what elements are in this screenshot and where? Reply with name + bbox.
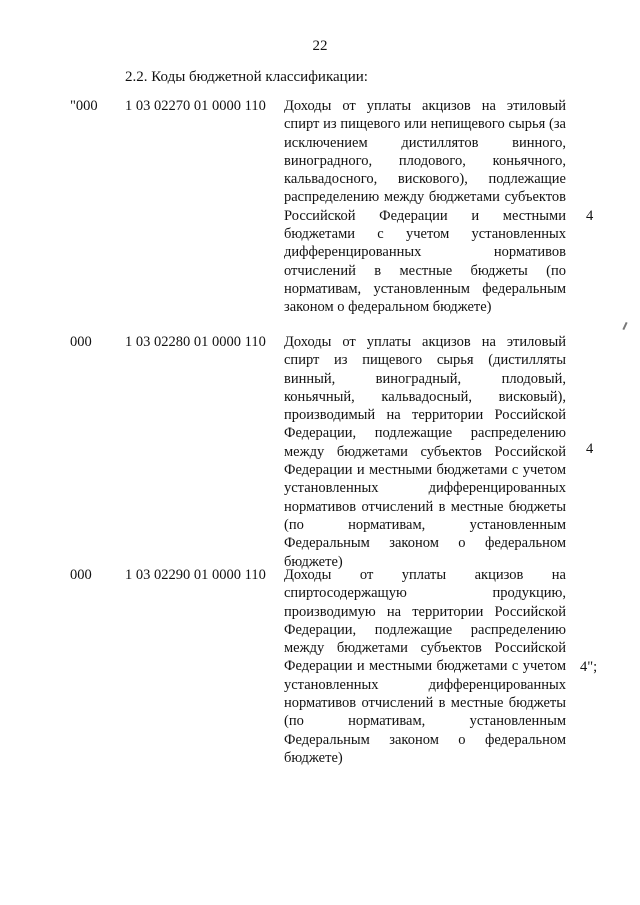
admin-code: 000: [70, 567, 92, 583]
admin-code: 000: [70, 334, 92, 350]
section-title: 2.2. Коды бюджетной классификации:: [125, 69, 368, 85]
norm-value: 4: [586, 208, 594, 224]
budget-classification-code: 1 03 02290 01 0000 110: [125, 567, 266, 583]
budget-classification-code: 1 03 02270 01 0000 110: [125, 98, 266, 114]
admin-code: "000: [70, 98, 98, 114]
margin-pencil-mark: [622, 322, 627, 330]
income-description: Доходы от уплаты акцизов на спиртосодержащую продукцию, производимую на территории Российской Федерации, подлежащие распределению между бюджетами субъектов Российской Федерации и местными бюджетами с учетом установленных дифференцированных нормативов отчислений в местные бюджеты (по нормативам, установленным Федеральным законом о федеральном бюджете): [284, 567, 566, 766]
norm-value: 4";: [580, 659, 598, 675]
budget-classification-code: 1 03 02280 01 0000 110: [125, 334, 266, 350]
norm-value: 4: [586, 441, 594, 457]
income-description: Доходы от уплаты акцизов на этиловый спирт из пищевого или непищевого сырья (за исключением дистиллятов винного, виноградного, плодового, коньячного, кальвадосного, вискового), подлежащие распределению между бюджетами субъектов Российской Федерации и местными бюджетами с учетом установленных дифференцированных нормативов отчислений в местные бюджеты (по нормативам, установленным федеральным законом о федеральном бюджете): [284, 98, 566, 316]
page-number: 22: [312, 38, 328, 54]
income-description: Доходы от уплаты акцизов на этиловый спирт из пищевого сырья (дистилляты винный, виноградный, плодовый, коньячный, кальвадосный, висковый), производимый на территории Российской Федерации, подлежащие распределению между бюджетами субъектов Российской Федерации и местными бюджетами с учетом установленных дифференцированных нормативов отчислений в местные бюджеты (по нормативам, установленным Федеральным законом о федеральном бюджете): [284, 334, 566, 570]
